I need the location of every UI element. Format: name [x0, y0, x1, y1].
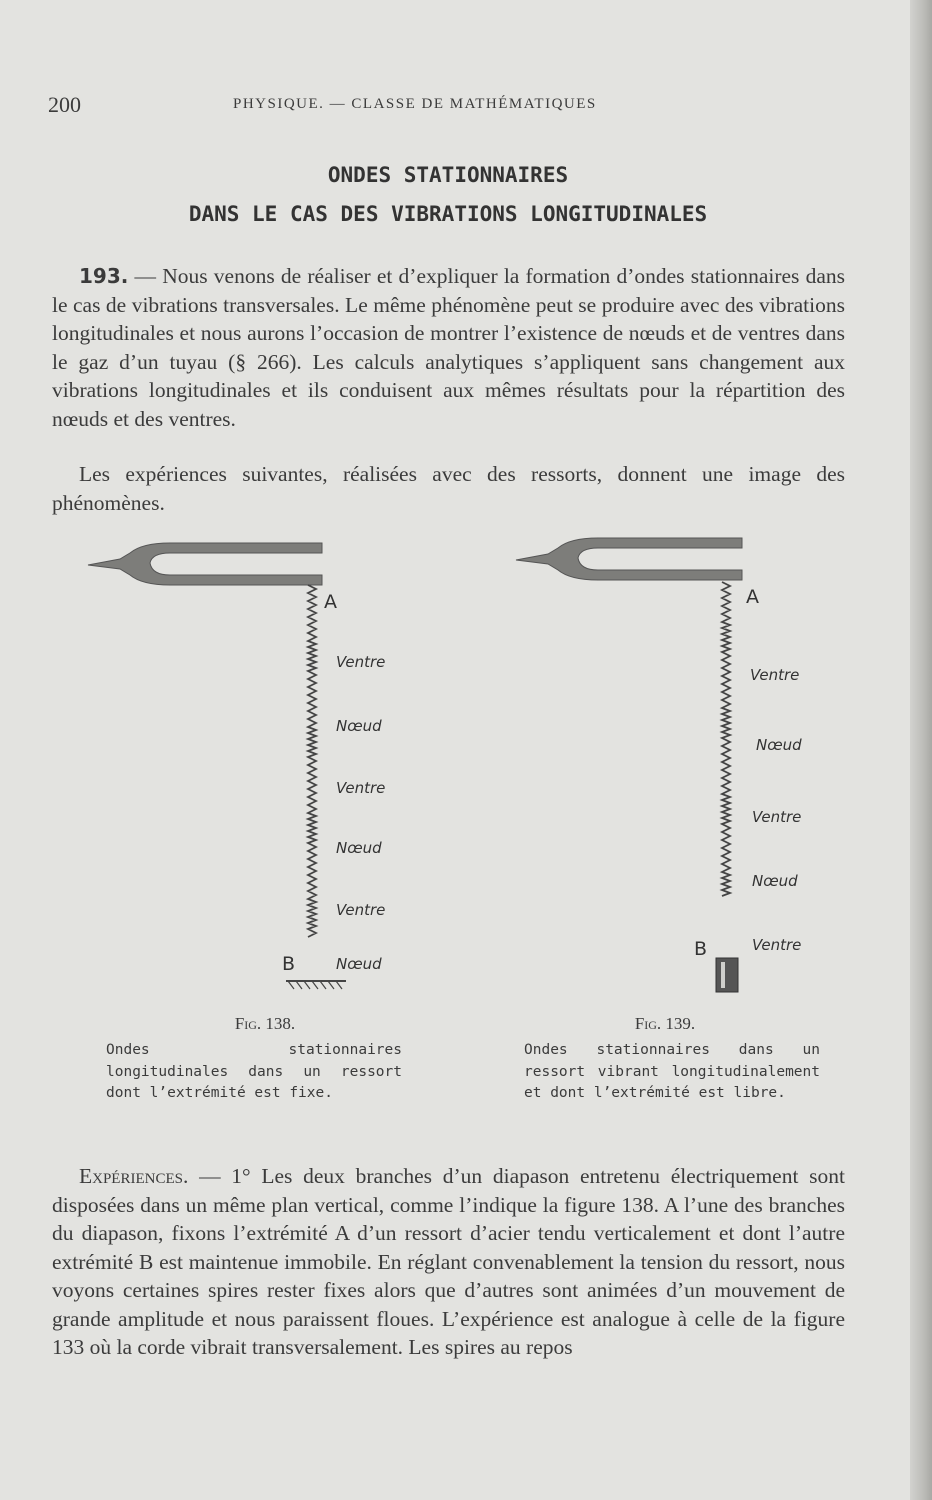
paragraph-193-text: — Nous venons de réaliser et d’expliquer la formation d’ondes stationnaires dans le cas de vibrations transversales. Le même phénomène peut se produire avec des vibrations longitudinales et nous aurons l’occasion de montrer l’existence de nœuds et de ventres dans le gaz d’un tuyau (§ 266). Les calculs analytiques s’appliquent sans changement aux vibrations longitudinales et ils conduisent aux mêmes résultats pour la répartition des nœuds et des ventres.	[52, 264, 845, 431]
annotation-ventre-3: Ventre	[752, 936, 802, 954]
annotation-noeud-1: Nœud	[336, 717, 382, 735]
fixed-support-hatching	[288, 981, 342, 989]
spring-icon	[308, 585, 316, 937]
annotation-ventre-2: Ventre	[752, 808, 802, 826]
annotation-noeud-2: Nœud	[336, 839, 382, 857]
running-title: PHYSIQUE. — CLASSE DE MATHÉMATIQUES	[233, 96, 597, 112]
tuning-fork-icon	[88, 543, 322, 585]
point-b-label: B	[282, 953, 296, 975]
annotation-noeud-2: Nœud	[752, 872, 798, 890]
point-a-label: A	[746, 586, 759, 608]
section-title-line1: ONDES STATIONNAIRES	[327, 163, 569, 187]
point-a-label: A	[324, 591, 337, 613]
figure-138-drawing	[80, 535, 420, 1005]
free-end-weight	[716, 958, 738, 992]
point-b-label: B	[694, 938, 708, 960]
annotation-noeud-3: Nœud	[336, 955, 382, 973]
annotation-ventre-1: Ventre	[750, 666, 800, 684]
page-edge	[910, 0, 932, 1500]
figure-139-drawing	[508, 530, 848, 1000]
figure-138	[80, 535, 420, 1005]
free-end-weight-highlight	[721, 962, 725, 988]
annotation-noeud-1: Nœud	[756, 736, 802, 754]
figure-138-label: Fig. 138.	[234, 1014, 296, 1033]
paragraph-experiences	[52, 1162, 845, 1362]
running-head	[48, 92, 848, 118]
figure-138-caption: Ondes stationnaires longitudinales dans un ressort dont l’extrémité est fixe.	[106, 1042, 402, 1101]
tuning-fork-icon	[516, 538, 742, 580]
annotation-ventre-1: Ventre	[336, 653, 386, 671]
page-number: 200	[48, 92, 81, 117]
spring-icon	[722, 582, 730, 896]
figure-139-label: Fig. 139.	[634, 1014, 696, 1033]
annotation-ventre-3: Ventre	[336, 901, 386, 919]
annotation-ventre-2: Ventre	[336, 779, 386, 797]
paragraph-experiences-intro: Les expériences suivantes, réalisées avec des ressorts, donnent une image des phénomènes.	[52, 462, 845, 515]
experiences-heading: Expériences.	[79, 1164, 189, 1188]
paragraph-193	[52, 262, 845, 433]
paragraph-number: 193.	[79, 264, 129, 288]
section-title-line2: DANS LE CAS DES VIBRATIONS LONGITUDINALES	[188, 202, 708, 226]
figure-139	[508, 530, 848, 1000]
figure-139-caption: Ondes stationnaires dans un ressort vibrant longitudinalement et dont l’extrémité est libre.	[524, 1042, 820, 1101]
experiences-text: — 1° Les deux branches d’un diapason entretenu électriquement sont disposées dans un même plan vertical, comme l’indique la figure 138. A l’une des branches du diapason, fixons l’extrémité A d’un ressort d’acier tendu verticalement et dont l’autre extrémité B est maintenue immobile. En réglant convenablement la tension du ressort, nous voyons certaines spires rester fixes alors que d’autres sont animées d’un mouvement de grande amplitude et nous paraissent floues. L’expérience est analogue à celle de la figure 133 où la corde vibrait transversalement. Les spires au repos	[52, 1164, 845, 1359]
